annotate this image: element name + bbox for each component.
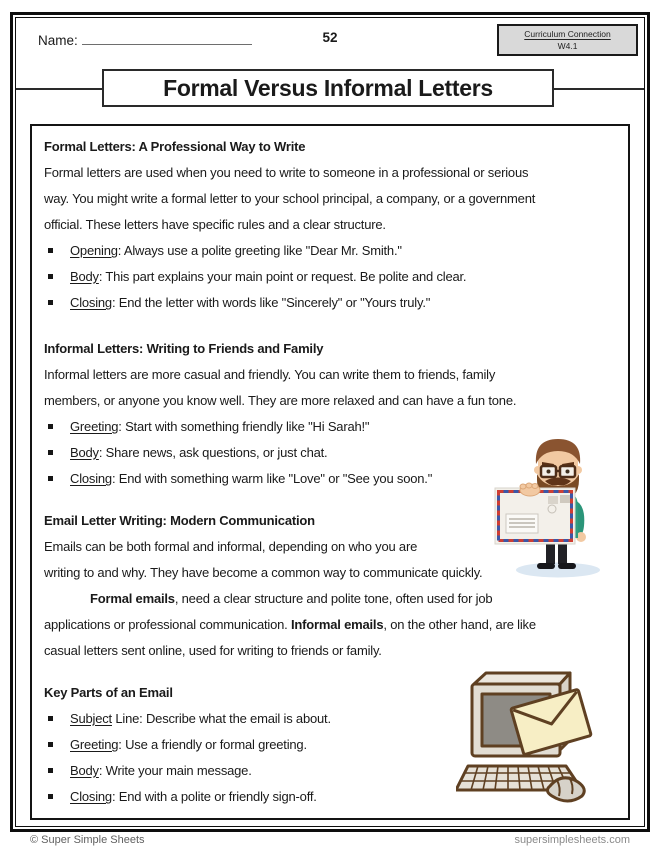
page-title-box (102, 69, 554, 107)
bullet-item (44, 238, 620, 264)
bullet-term: Greeting (70, 737, 119, 752)
paragraph-line: Formal letters are used when you need to write to someone in a professional or serious (44, 165, 529, 180)
bullet-square-icon (48, 300, 53, 305)
paragraph-line: Emails can be both formal and informal, depending on who you are (44, 539, 418, 554)
bullet-term: Body (70, 445, 99, 460)
paragraph-line: casual letters sent online, used for writing to friends or family. (44, 643, 382, 658)
bullet-text: : Always use a polite greeting like "Dear Mr. Smith." (117, 243, 402, 258)
paragraph-line: applications or professional communication. Informal emails, on the other hand, are like (44, 617, 536, 632)
bullet-term: Closing (70, 789, 112, 804)
bullet-square-icon (48, 768, 53, 773)
bullet-square-icon (48, 274, 53, 279)
bullet-square-icon (48, 424, 53, 429)
computer-with-envelope-illustration (456, 670, 604, 810)
bullet-term: Body (70, 763, 99, 778)
section-heading: Informal Letters: Writing to Friends and Family (44, 341, 324, 356)
footer-copyright: © Super Simple Sheets (30, 834, 145, 846)
section-heading: Email Letter Writing: Modern Communication (44, 513, 315, 528)
bullet-term: Greeting (70, 419, 119, 434)
bullet-text: : End with something warm like "Love" or "See you soon." (111, 471, 433, 486)
curriculum-code: W4.1 (557, 41, 578, 51)
paragraph-line: writing to and why. They have become a common way to communicate quickly. (44, 565, 483, 580)
bullet-text: : Start with something friendly like "Hi Sarah!" (118, 419, 370, 434)
man-with-envelope-illustration (492, 424, 620, 580)
bold-term: Informal emails (291, 617, 384, 632)
bullet-term: Closing (70, 295, 112, 310)
section-heading: Key Parts of an Email (44, 685, 173, 700)
bullet-square-icon (48, 248, 53, 253)
computer-with-envelope-icon (456, 670, 604, 810)
paragraph-line: way. You might write a formal letter to your school principal, a company, or a government (44, 191, 536, 206)
bold-term: Formal emails (90, 591, 175, 606)
page-number: 52 (322, 30, 338, 45)
bullet-square-icon (48, 716, 53, 721)
bullet-text: Line: Describe what the email is about. (111, 711, 331, 726)
bullet-text: : Write your main message. (98, 763, 252, 778)
bullet-item (44, 290, 620, 316)
airmail-envelope-icon (495, 488, 575, 544)
curriculum-connection-title: Curriculum Connection (524, 29, 611, 39)
curriculum-connection-box (497, 24, 638, 56)
bullet-text: : End the letter with words like "Sincerely" or "Yours truly." (111, 295, 431, 310)
name-label: Name: (38, 33, 78, 48)
bullet-square-icon (48, 476, 53, 481)
page-title: Formal Versus Informal Letters (163, 74, 493, 101)
bullet-text: : This part explains your main point or request. Be polite and clear. (98, 269, 467, 284)
section-formal-letters (44, 134, 620, 316)
man-with-envelope-icon (492, 424, 620, 580)
bullet-text: : Use a friendly or formal greeting. (118, 737, 307, 752)
bullet-item (44, 264, 620, 290)
bullet-term: Body (70, 269, 99, 284)
bullet-square-icon (48, 742, 53, 747)
paragraph-line: official. These letters have specific rules and a clear structure. (44, 217, 386, 232)
bullet-term: Closing (70, 471, 112, 486)
bullet-text: : Share news, ask questions, or just chat. (98, 445, 328, 460)
bullet-term: Opening (70, 243, 118, 258)
bullet-square-icon (48, 450, 53, 455)
paragraph-line: Informal letters are more casual and friendly. You can write them to friends, family (44, 367, 496, 382)
paragraph-line: Formal emails, need a clear structure and polite tone, often used for job (90, 591, 493, 606)
bullet-text: : End with a polite or friendly sign-off. (111, 789, 317, 804)
bullet-term: Subject (70, 711, 112, 726)
section-heading: Formal Letters: A Professional Way to Write (44, 139, 306, 154)
bullet-square-icon (48, 794, 53, 799)
paragraph-line: members, or anyone you know well. They are more relaxed and can have a fun tone. (44, 393, 517, 408)
footer-website: supersimplesheets.com (514, 834, 630, 846)
